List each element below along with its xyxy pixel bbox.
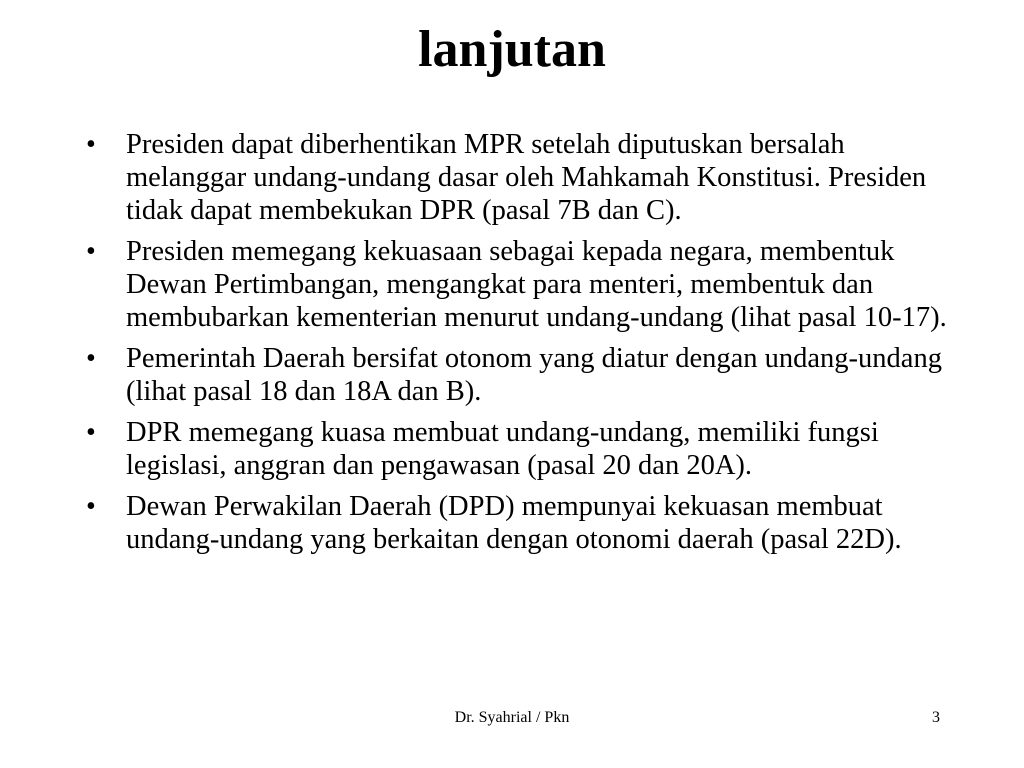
footer-page-number: 3 — [932, 709, 940, 726]
bullet-text: Presiden memegang kekuasaan sebagai kepada negara, membentuk Dewan Pertimbangan, mengangkat para menteri, membentuk dan membubarkan kementerian menurut undang-undang (lihat pasal 10-17). — [126, 236, 947, 333]
bullet-marker: • — [86, 129, 96, 160]
bullet-item — [84, 342, 964, 408]
bullet-item — [84, 235, 964, 334]
bullet-item — [84, 416, 964, 482]
bullet-text: Presiden dapat diberhentikan MPR setelah diputuskan bersalah melanggar undang-undang dasar oleh Mahkamah Konstitusi. Presiden tidak dapat membekukan DPR (pasal 7B dan C). — [126, 129, 927, 226]
bullet-item — [84, 128, 964, 227]
bullet-text: Pemerintah Daerah bersifat otonom yang diatur dengan undang-undang (lihat pasal 18 dan 18A dan B). — [126, 343, 942, 407]
bullet-text: Dewan Perwakilan Daerah (DPD) mempunyai kekuasan membuat undang-undang yang berkaitan dengan otonomi daerah (pasal 22D). — [126, 491, 902, 555]
slide-title: lanjutan — [418, 21, 606, 78]
bullet-list — [84, 128, 964, 564]
bullet-item — [84, 490, 964, 556]
bullet-marker: • — [86, 343, 96, 374]
bullet-marker: • — [86, 236, 96, 267]
bullet-marker: • — [86, 417, 96, 448]
bullet-text: DPR memegang kuasa membuat undang-undang, memiliki fungsi legislasi, anggran dan pengawasan (pasal 20 dan 20A). — [126, 417, 879, 481]
footer-author: Dr. Syahrial / Pkn — [454, 709, 570, 726]
bullet-marker: • — [86, 491, 96, 522]
